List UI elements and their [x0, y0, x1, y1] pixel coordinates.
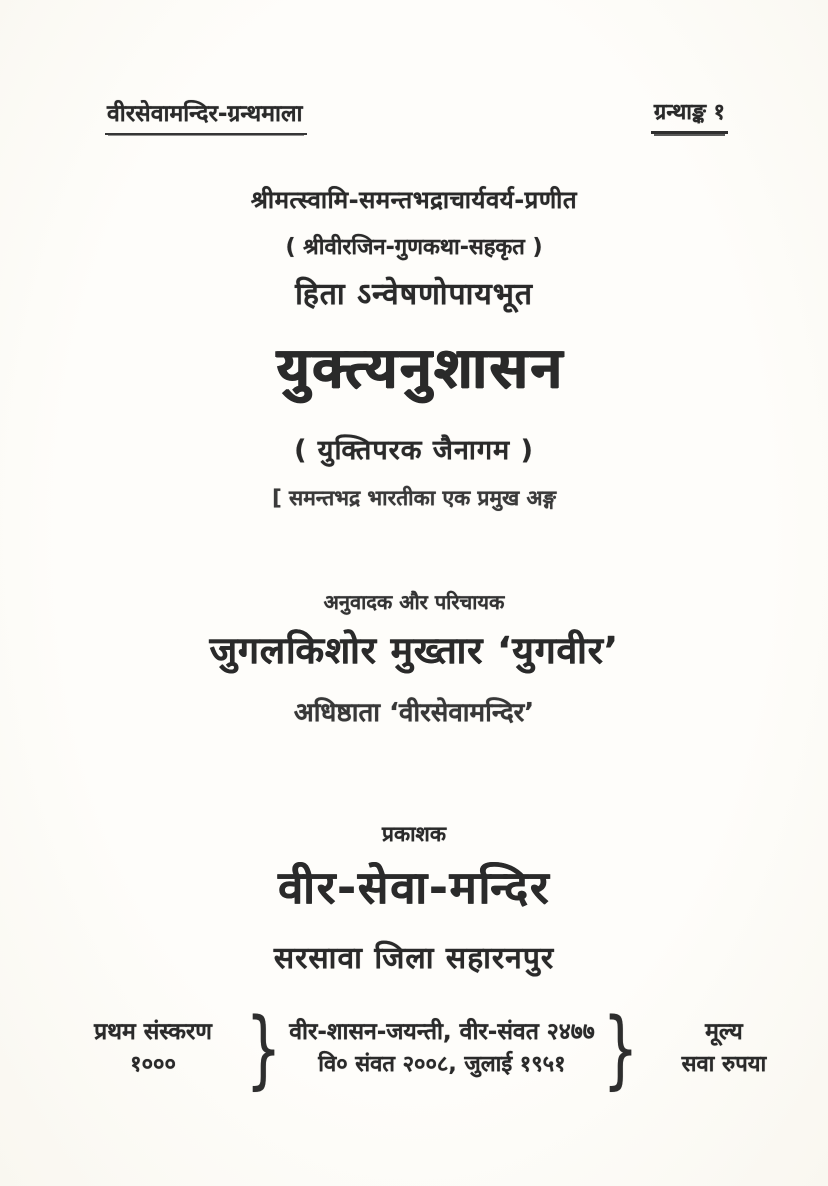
translator-designation: अधिष्ठाता ‘वीरसेवामन्दिर’ — [293, 698, 535, 728]
series-header — [105, 96, 728, 135]
price-label: मूल्य — [705, 1018, 743, 1045]
imprint-row — [68, 999, 802, 1099]
date-line-1: वीर-शासन-जयन्ती, वीर-संवत २४७७ — [289, 1018, 595, 1045]
copies-count: १००० — [130, 1052, 176, 1078]
brace-right: } — [602, 999, 638, 1099]
publisher-heading: प्रकाशक — [382, 822, 446, 846]
subtitle-line: ( युक्तिपरक जैनागम ) — [294, 435, 534, 466]
publisher-name: वीर-सेवा-मन्दिर — [277, 861, 551, 914]
brace-left: } — [245, 999, 282, 1099]
author-line: श्रीमत्स्वामि-समन्तभद्राचार्यवर्य-प्रणीत — [250, 186, 578, 214]
price-column — [646, 1017, 802, 1081]
translator-name: जुगलकिशोर मुख्तार ‘युगवीर’ — [209, 629, 619, 672]
supplement-line: ( श्रीवीरजिन-गुणकथा-सहकृत ) — [285, 235, 543, 260]
note-line: [ समन्तभद्र भारतीका एक प्रमुख अङ्ग — [272, 486, 556, 510]
series-title: वीरसेवामन्दिर-ग्रन्थमाला — [105, 96, 307, 135]
translator-heading: अनुवादक और परिचायक — [323, 590, 505, 614]
volume-number: ग्रन्थाङ्क १ — [651, 96, 728, 134]
edition-label: प्रथम संस्करण — [94, 1018, 212, 1045]
epithet-line: हिता ऽन्वेषणोपायभूत — [295, 277, 533, 312]
price-value: सवा रुपया — [681, 1052, 767, 1078]
publisher-address: सरसावा जिला सहारनपुर — [273, 941, 555, 976]
edition-column — [68, 1017, 238, 1081]
date-line-2: वि० संवत २००८, जुलाई १९५१ — [318, 1052, 566, 1078]
main-title: युक्त्यनुशासन — [277, 336, 565, 401]
date-column — [289, 1017, 594, 1081]
